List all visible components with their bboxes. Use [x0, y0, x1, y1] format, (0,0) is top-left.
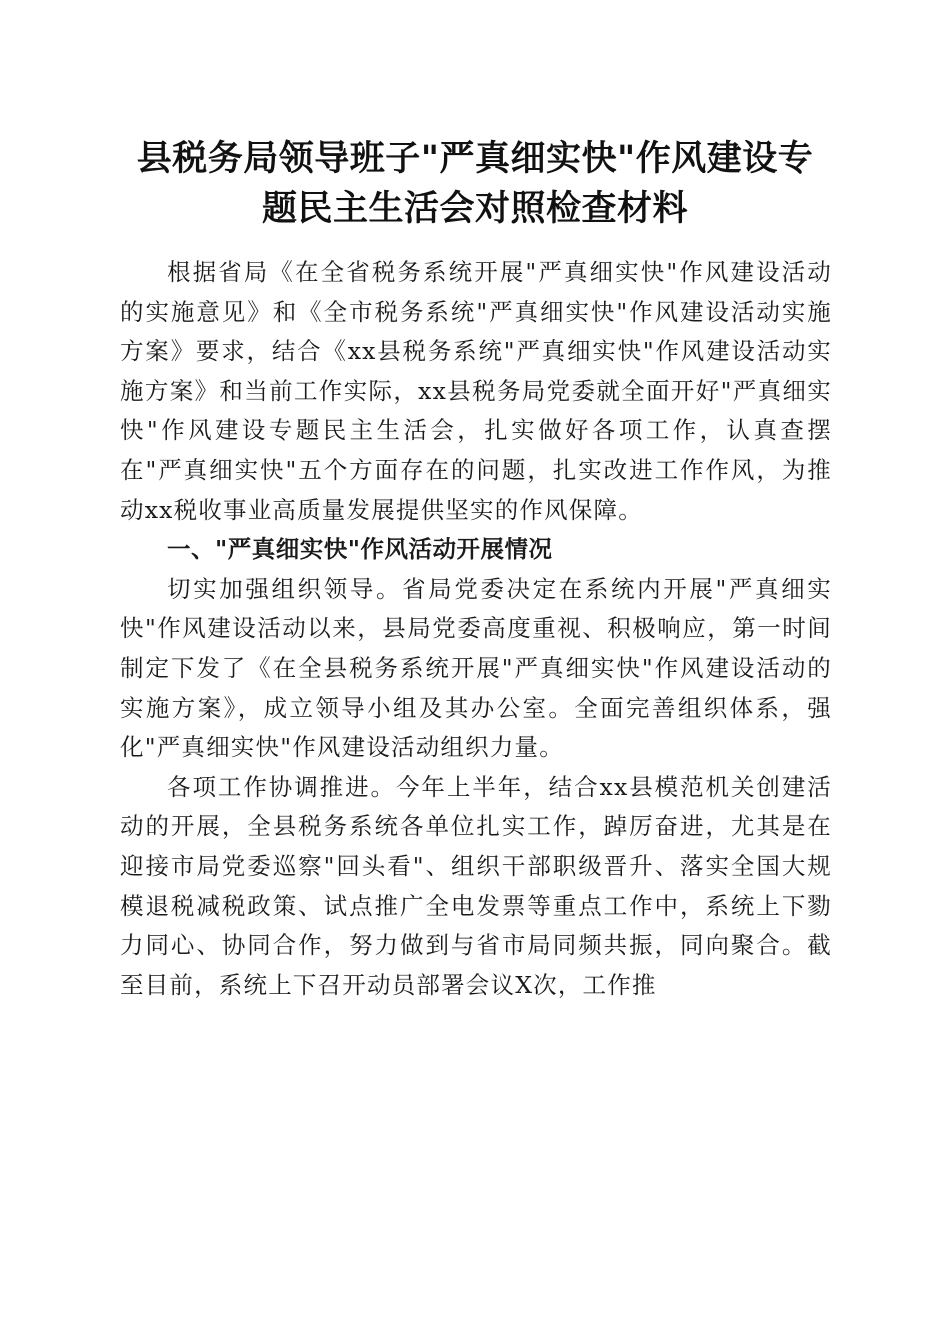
paragraph-coordination: 各项工作协调推进。今年上半年，结合xx县模范机关创建活动的开展，全县税务系统各单位扎实工作，踔厉奋进，尤其是在迎接市局党委巡察"回头看"、组织干部职级晋升、落实全国大规模退税减税政策、试点推广全电发票等重点工作中，系统上下勠力同心、协同合作，努力做到与省市局同频共振，同向聚合。截至目前，系统上下召开动员部署会议X次，工作推	[120, 772, 832, 999]
title-line-1: 县税务局领导班子"严真细实快"作风建设专	[136, 138, 814, 179]
intro-paragraph: 根据省局《在全省税务系统开展"严真细实快"作风建设活动的实施意见》和《全市税务系统"严真细实快"作风建设活动实施方案》要求，结合《xx县税务系统"严真细实快"作风建设活动实施方案》和当前工作实际，xx县税务局党委就全面开好"严真细实快"作风建设专题民主生活会，扎实做好各项工作，认真查摆在"严真细实快"五个方面存在的问题，扎实改进工作作风，为推动xx税收事业高质量发展提供坚实的作风保障。	[120, 258, 832, 524]
document-body	[120, 253, 832, 1005]
document-title	[110, 134, 840, 234]
section-heading-1: 一、"严真细实快"作风活动开展情况	[167, 535, 553, 564]
paragraph-organization: 切实加强组织领导。省局党委决定在系统内开展"严真细实快"作风建设活动以来，县局党委高度重视、积极响应，第一时间制定下发了《在全县税务系统开展"严真细实快"作风建设活动的实施方案》，成立领导小组及其办公室。全面完善组织体系，强化"严真细实快"作风建设活动组织力量。	[120, 574, 832, 762]
title-line-2: 题民主生活会对照检查材料	[261, 188, 688, 229]
